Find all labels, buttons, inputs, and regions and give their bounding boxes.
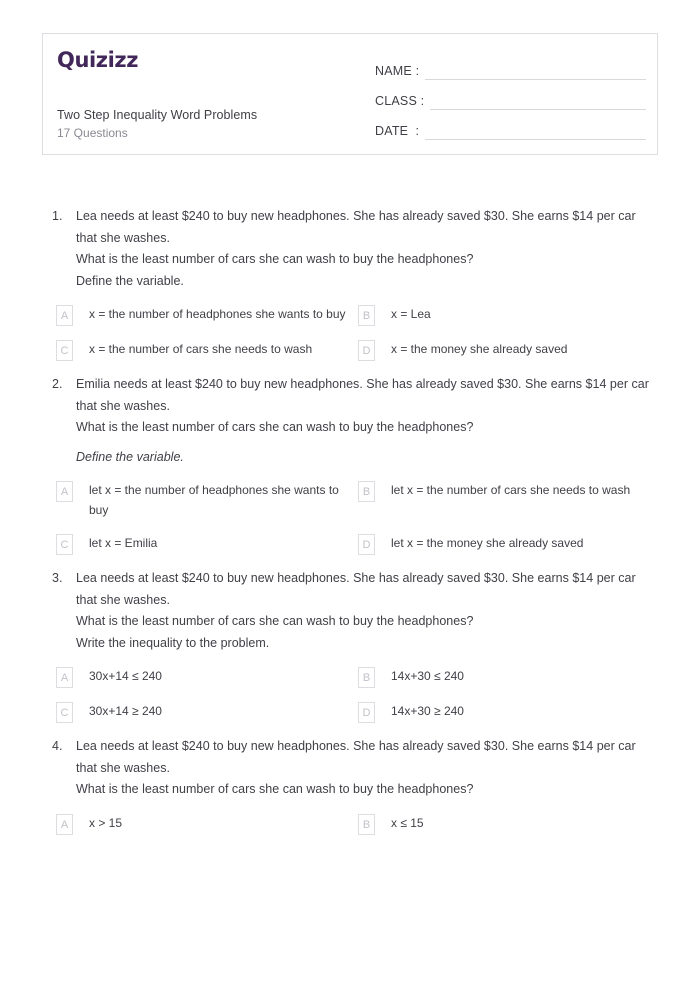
- question-blank-line: [76, 439, 660, 447]
- answer-options: [42, 666, 660, 736]
- question-line-3: Define the variable.: [76, 449, 184, 464]
- answer-option-b[interactable]: [358, 304, 660, 326]
- quiz-meta: [57, 107, 363, 141]
- option-letter-badge: D: [358, 702, 375, 723]
- option-text: 30x+14 ≤ 240: [89, 669, 162, 684]
- question-number: 4.: [52, 739, 63, 754]
- class-field-label: CLASS :: [375, 94, 425, 108]
- class-field-row: [375, 80, 646, 110]
- answer-option-c[interactable]: [56, 701, 358, 723]
- option-letter-badge: C: [56, 534, 73, 555]
- answer-option-b[interactable]: [358, 813, 660, 835]
- option-letter-badge: A: [56, 481, 73, 502]
- answer-options: [42, 304, 660, 374]
- question-line-1: Lea needs at least $240 to buy new headphones. She has already saved $30. She earns $14 per car that she washes.: [76, 739, 636, 775]
- option-letter-badge: D: [358, 340, 375, 361]
- answer-option-d[interactable]: [358, 339, 660, 361]
- answer-option-a[interactable]: [56, 666, 358, 688]
- option-text: x ≤ 15: [391, 815, 424, 830]
- option-text: 14x+30 ≥ 240: [391, 704, 464, 719]
- option-text: x = the money she already saved: [391, 342, 568, 356]
- option-text: x = the number of headphones she wants to buy: [89, 307, 346, 321]
- answer-option-c[interactable]: [56, 533, 358, 555]
- option-letter-badge: B: [358, 305, 375, 326]
- name-field-row: [375, 50, 646, 80]
- question-block: [0, 568, 700, 736]
- questions-list: [0, 206, 700, 848]
- option-letter-badge: C: [56, 340, 73, 361]
- question-line-2: What is the least number of cars she can wash to buy the headphones?: [76, 782, 474, 797]
- option-text: 14x+30 ≤ 240: [391, 669, 464, 684]
- question-text: [76, 568, 660, 654]
- answer-option-d[interactable]: [358, 701, 660, 723]
- option-text: let x = the number of headphones she wants to buy: [89, 483, 339, 518]
- answer-option-d[interactable]: [358, 533, 660, 555]
- option-text: x = Lea: [391, 307, 431, 321]
- answer-option-a[interactable]: [56, 480, 358, 520]
- option-text: let x = the number of cars she needs to wash: [391, 483, 631, 497]
- question-line-3: Define the variable.: [76, 273, 184, 288]
- student-info-fields: [363, 34, 657, 154]
- option-text: x > 15: [89, 815, 123, 830]
- question-header: [42, 568, 660, 654]
- question-number: 2.: [52, 377, 63, 391]
- option-letter-badge: B: [358, 814, 375, 835]
- option-text: let x = the money she already saved: [391, 536, 584, 551]
- name-field-line[interactable]: [425, 65, 646, 80]
- option-text: let x = Emilia: [89, 536, 158, 551]
- date-field-label: DATE :: [375, 124, 420, 138]
- answer-options: [42, 813, 660, 848]
- option-letter-badge: B: [358, 481, 375, 502]
- question-number: 3.: [52, 571, 63, 586]
- question-line-3: Write the inequality to the problem.: [76, 635, 270, 650]
- name-field-label: NAME :: [375, 64, 420, 78]
- option-letter-badge: A: [56, 814, 73, 835]
- question-line-1: Lea needs at least $240 to buy new headphones. She has already saved $30. She earns $14 per car that she washes.: [76, 209, 636, 245]
- question-block: [0, 206, 700, 374]
- question-line-1: Lea needs at least $240 to buy new headphones. She has already saved $30. She earns $14 per car that she washes.: [76, 571, 636, 607]
- question-line-2: What is the least number of cars she can wash to buy the headphones?: [76, 420, 474, 434]
- question-header: [42, 206, 660, 292]
- answer-options: [42, 480, 660, 568]
- answer-option-a[interactable]: [56, 304, 358, 326]
- question-text: [76, 374, 660, 468]
- question-block: [0, 736, 700, 848]
- question-block: [0, 374, 700, 568]
- question-line-2: What is the least number of cars she can wash to buy the headphones?: [76, 252, 474, 266]
- option-letter-badge: A: [56, 667, 73, 688]
- date-field-row: [375, 110, 646, 140]
- answer-option-b[interactable]: [358, 666, 660, 688]
- question-text: [76, 736, 660, 801]
- option-letter-badge: D: [358, 534, 375, 555]
- option-text: x = the number of cars she needs to wash: [89, 342, 313, 356]
- question-header: [42, 374, 660, 468]
- worksheet-header-card: [42, 33, 658, 155]
- option-letter-badge: A: [56, 305, 73, 326]
- quiz-title: Two Step Inequality Word Problems: [57, 107, 258, 122]
- quizizz-logo: Quizizz: [57, 48, 139, 72]
- answer-option-a[interactable]: [56, 813, 358, 835]
- header-left-section: [43, 34, 363, 154]
- option-text: 30x+14 ≥ 240: [89, 704, 162, 719]
- option-letter-badge: C: [56, 702, 73, 723]
- question-number: 1.: [52, 209, 63, 223]
- quiz-question-count: 17 Questions: [57, 125, 128, 140]
- question-line-2: What is the least number of cars she can wash to buy the headphones?: [76, 614, 474, 629]
- question-text: [76, 206, 660, 292]
- question-header: [42, 736, 660, 801]
- question-line-1: Emilia needs at least $240 to buy new headphones. She has already saved $30. She earns $14 per car that she washes.: [76, 377, 649, 413]
- answer-option-c[interactable]: [56, 339, 358, 361]
- class-field-line[interactable]: [430, 95, 646, 110]
- answer-option-b[interactable]: [358, 480, 660, 520]
- option-letter-badge: B: [358, 667, 375, 688]
- date-field-line[interactable]: [425, 125, 646, 140]
